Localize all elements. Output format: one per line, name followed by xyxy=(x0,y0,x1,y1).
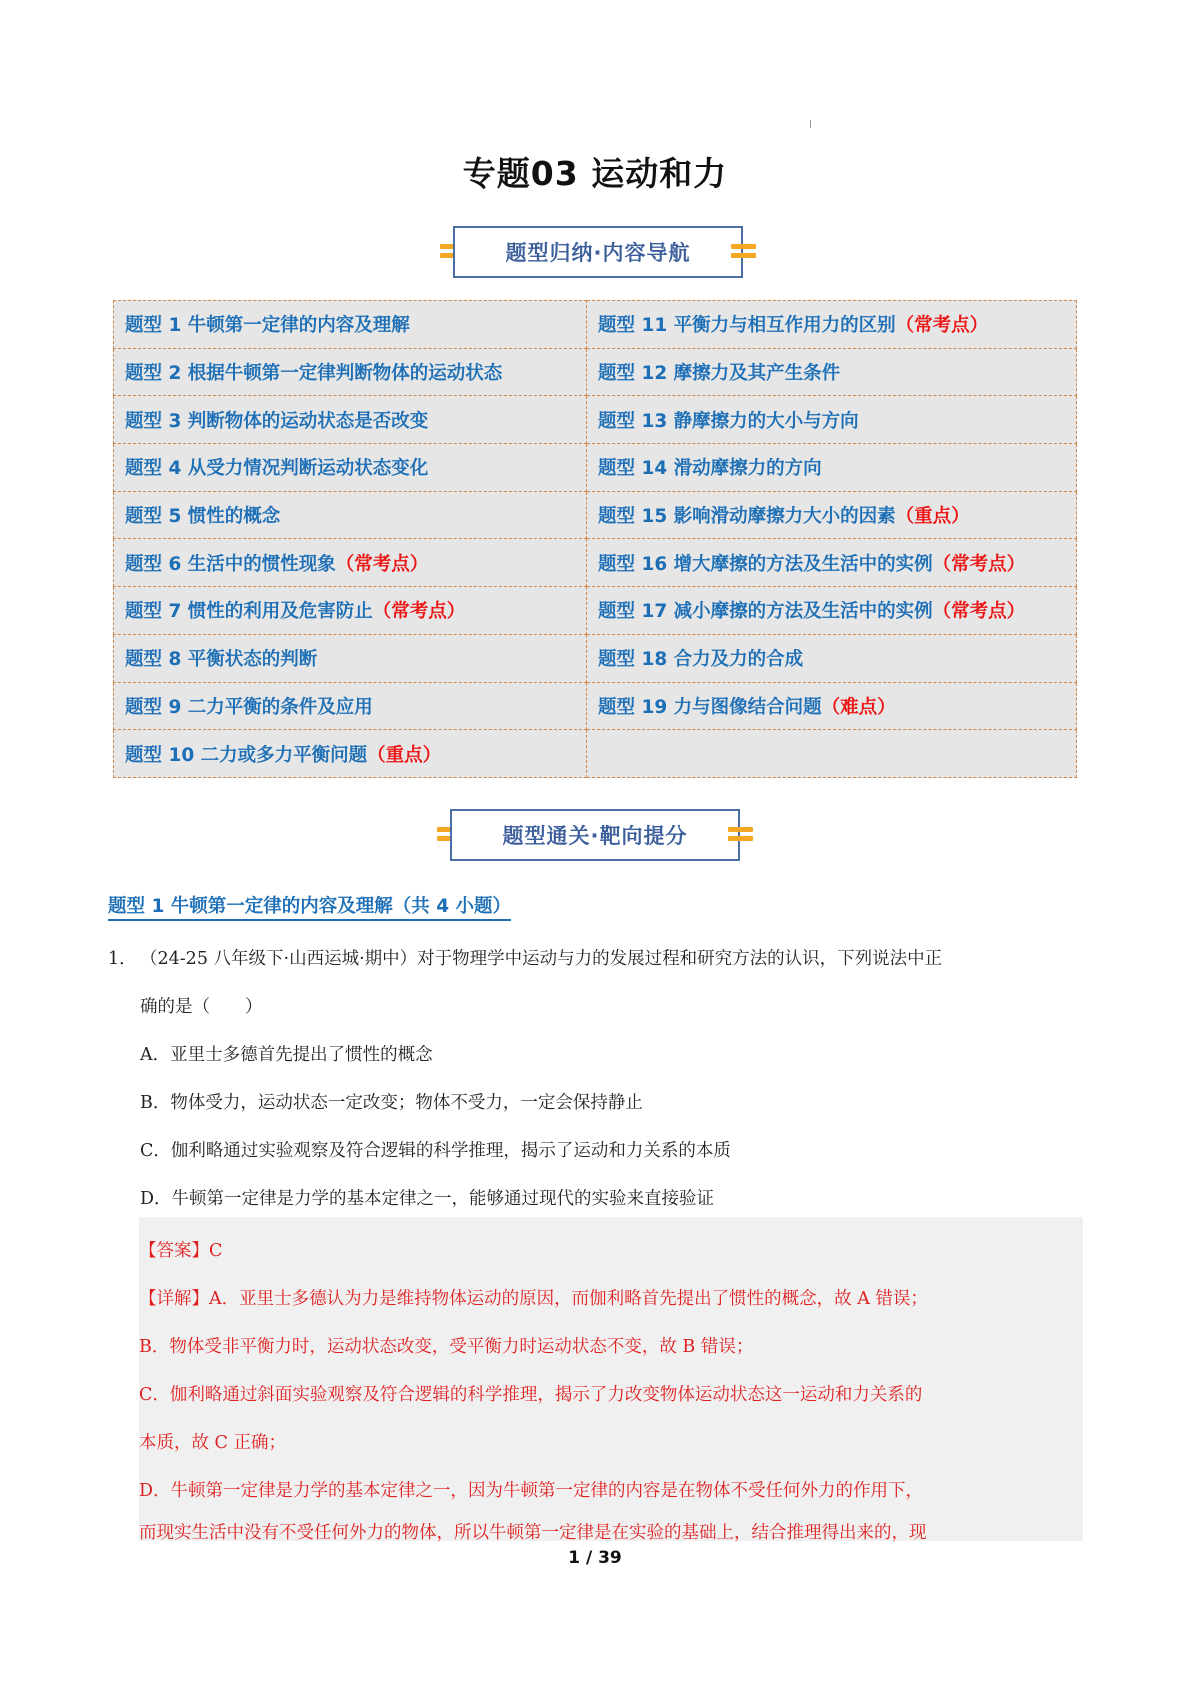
option-a: A．亚里士多德首先提出了惯性的概念 xyxy=(140,1045,433,1065)
banner-title: 题型归纳·内容导航 xyxy=(453,226,743,278)
banner-right-accent-icon xyxy=(728,827,753,845)
topic-link-5[interactable]: 题型 5 惯性的概念 xyxy=(114,491,587,539)
topic-link-7[interactable]: 题型 7 惯性的利用及危害防止（常考点） xyxy=(114,587,587,635)
question-stem-continued: 确的是（ ） xyxy=(140,997,263,1017)
detail-line-a: 【详解】A．亚里士多德认为力是维持物体运动的原因，而伽利略首先提出了惯性的概念，故 A 错误； xyxy=(139,1289,928,1309)
banner-title: 题型通关·靶向提分 xyxy=(450,809,740,861)
topic-link-17[interactable]: 题型 17 减小摩擦的方法及生活中的实例（常考点） xyxy=(587,587,1077,635)
table-row xyxy=(114,444,1077,492)
banner-content-navigation xyxy=(440,226,756,280)
topic-link-9[interactable]: 题型 9 二力平衡的条件及应用 xyxy=(114,682,587,730)
table-row xyxy=(114,587,1077,635)
table-row xyxy=(114,634,1077,682)
detail-line-d: D．牛顿第一定律是力学的基本定律之一，因为牛顿第一定律的内容是在物体不受任何外力的作用下， xyxy=(139,1481,924,1501)
topic-navigation-table xyxy=(113,300,1077,778)
table-row xyxy=(114,730,1077,778)
topic-link-1[interactable]: 题型 1 牛顿第一定律的内容及理解 xyxy=(114,301,587,349)
topic-link-6[interactable]: 题型 6 生活中的惯性现象（常考点） xyxy=(114,539,587,587)
question-number: 1． xyxy=(108,949,137,969)
topic-link-3[interactable]: 题型 3 判断物体的运动状态是否改变 xyxy=(114,396,587,444)
table-row xyxy=(114,301,1077,349)
topic-link-10[interactable]: 题型 10 二力或多力平衡问题（重点） xyxy=(114,730,587,778)
section-heading-topic-1[interactable]: 题型 1 牛顿第一定律的内容及理解（共 4 小题） xyxy=(108,892,511,921)
topic-link-8[interactable]: 题型 8 平衡状态的判断 xyxy=(114,634,587,682)
topic-link-16[interactable]: 题型 16 增大摩擦的方法及生活中的实例（常考点） xyxy=(587,539,1077,587)
page-mark xyxy=(810,120,811,128)
table-row xyxy=(114,348,1077,396)
answer-value: C xyxy=(209,1241,223,1261)
page-title: 专题03 运动和力 xyxy=(462,154,728,193)
table-row xyxy=(114,682,1077,730)
topic-link-4[interactable]: 题型 4 从受力情况判断运动状态变化 xyxy=(114,444,587,492)
detail-line-d-continued: 而现实生活中没有不受任何外力的物体，所以牛顿第一定律是在实验的基础上，结合推理得出来的，现 xyxy=(139,1523,927,1543)
empty-cell xyxy=(587,730,1077,778)
topic-link-19[interactable]: 题型 19 力与图像结合问题（难点） xyxy=(587,682,1077,730)
banner-right-accent-icon xyxy=(731,244,756,262)
topic-link-15[interactable]: 题型 15 影响滑动摩擦力大小的因素（重点） xyxy=(587,491,1077,539)
table-row xyxy=(114,539,1077,587)
topic-link-2[interactable]: 题型 2 根据牛顿第一定律判断物体的运动状态 xyxy=(114,348,587,396)
question-stem: （24-25 八年级下·山西运城·期中）对于物理学中运动与力的发展过程和研究方法的认识，下列说法中正 xyxy=(140,949,943,969)
page-indicator: 1 / 39 xyxy=(568,1548,622,1568)
detail-line-c: C．伽利略通过斜面实验观察及符合逻辑的科学推理，揭示了力改变物体运动状态这一运动和力关系的 xyxy=(139,1385,923,1405)
topic-link-11[interactable]: 题型 11 平衡力与相互作用力的区别（常考点） xyxy=(587,301,1077,349)
option-d: D．牛顿第一定律是力学的基本定律之一，能够通过现代的实验来直接验证 xyxy=(140,1189,715,1209)
banner-practice xyxy=(437,809,753,863)
answer-line xyxy=(139,1237,222,1262)
table-row xyxy=(114,491,1077,539)
option-b: B．物体受力，运动状态一定改变；物体不受力，一定会保持静止 xyxy=(140,1093,643,1113)
topic-link-12[interactable]: 题型 12 摩擦力及其产生条件 xyxy=(587,348,1077,396)
detail-label: 【详解】 xyxy=(139,1289,209,1309)
table-row xyxy=(114,396,1077,444)
detail-line-c-continued: 本质，故 C 正确； xyxy=(139,1433,287,1453)
topic-link-18[interactable]: 题型 18 合力及力的合成 xyxy=(587,634,1077,682)
answer-label: 【答案】 xyxy=(139,1241,209,1261)
topic-link-13[interactable]: 题型 13 静摩擦力的大小与方向 xyxy=(587,396,1077,444)
topic-link-14[interactable]: 题型 14 滑动摩擦力的方向 xyxy=(587,444,1077,492)
option-c: C．伽利略通过实验观察及符合逻辑的科学推理，揭示了运动和力关系的本质 xyxy=(140,1141,731,1161)
detail-line-b: B．物体受非平衡力时，运动状态改变，受平衡力时运动状态不变，故 B 错误； xyxy=(139,1337,754,1357)
answer-explanation-box xyxy=(139,1217,1083,1541)
